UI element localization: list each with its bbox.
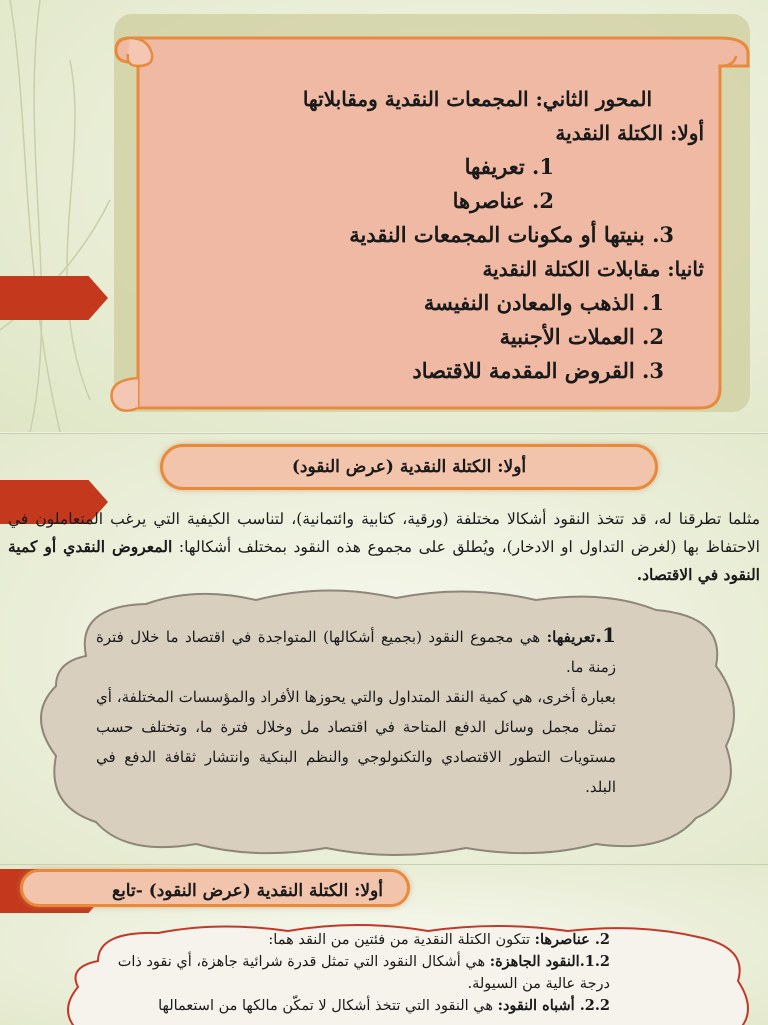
slide-1 xyxy=(0,0,768,432)
definition-alt: بعبارة أخرى، هي كمية النقد المتداول والتي يحوزها الأفراد والمؤسسات المختلفة، أي تمثل مجمل وسائل الدفع المتاحة في اقتصاد مل وخلال فترة ما، وتختلف حسب مستويات التطور الاقتصادي والتكنولوجي والنظم البنكية وانتشار ثقافة الدفع في البلد. xyxy=(96,688,616,796)
outline-title: المحور الثاني: المجمعات النقدية ومقابلاتها xyxy=(302,87,652,111)
item1-text: هي أشكال النقود التي تمثل قدرة شرائية جاهزة، أي نقود ذات درجة عالية من السيولة. xyxy=(117,954,610,992)
slide-marker-arrow xyxy=(0,276,108,320)
outline-item: 3. بنيتها أو مكونات المجمعات النقدية xyxy=(349,222,674,247)
intro-text: مثلما تطرقنا له، قد تتخذ النقود أشكالا مختلفة (ورقية، كتابية وائتمانية)، لتناسب الكيفية التي يرغب المتعاملون في الاحتفاظ بها (لغرض التداول او الادخار)، ويُطلق على مجموع هذه النقود بمختلف أشكالها: xyxy=(8,510,760,556)
scroll-panel xyxy=(108,8,758,420)
outline-item: 1. الذهب والمعادن النفيسة xyxy=(423,290,664,315)
slide-2 xyxy=(0,433,768,864)
elements-text xyxy=(90,929,610,1017)
definition-text xyxy=(96,620,616,802)
item2-text: هي النقود التي تتخذ أشكال لا تمكّن مالكها من استعمالها xyxy=(158,998,498,1014)
outline-item: 1. تعريفها xyxy=(464,154,554,179)
section-heading: أولا: الكتلة النقدية (عرض النقود) -تابع xyxy=(20,869,410,907)
intro-emphasis: المعروض النقدي أو كمية النقود في الاقتصاد. xyxy=(8,537,760,584)
outline-section-2: ثانيا: مقابلات الكتلة النقدية xyxy=(482,257,704,281)
outline-item: 2. عناصرها xyxy=(452,188,554,213)
outline-section-1: أولا: الكتلة النقدية xyxy=(555,121,704,145)
section-heading: أولا: الكتلة النقدية (عرض النقود) xyxy=(160,444,658,490)
item2-label: 2.2. أشباه النقود: xyxy=(497,997,610,1014)
elements-intro: تتكون الكتلة النقدية من فئتين من النقد هما: xyxy=(268,932,535,948)
elements-label: 2. عناصرها: xyxy=(534,931,610,948)
slide-3 xyxy=(0,864,768,1025)
intro-paragraph xyxy=(8,506,760,589)
definition-body: هي مجموع النقود (بجميع أشكالها) المتواجدة في اقتصاد ما خلال فترة زمنة ما. xyxy=(96,628,616,676)
scroll-text xyxy=(148,82,704,388)
definition-number: 1. xyxy=(595,623,616,647)
outline-item: 3. القروض المقدمة للاقتصاد xyxy=(412,358,664,383)
definition-label: تعريفها: xyxy=(546,628,596,646)
outline-item: 2. العملات الأجنبية xyxy=(499,324,664,349)
item1-label: 1.2.النقود الجاهزة: xyxy=(489,953,610,970)
